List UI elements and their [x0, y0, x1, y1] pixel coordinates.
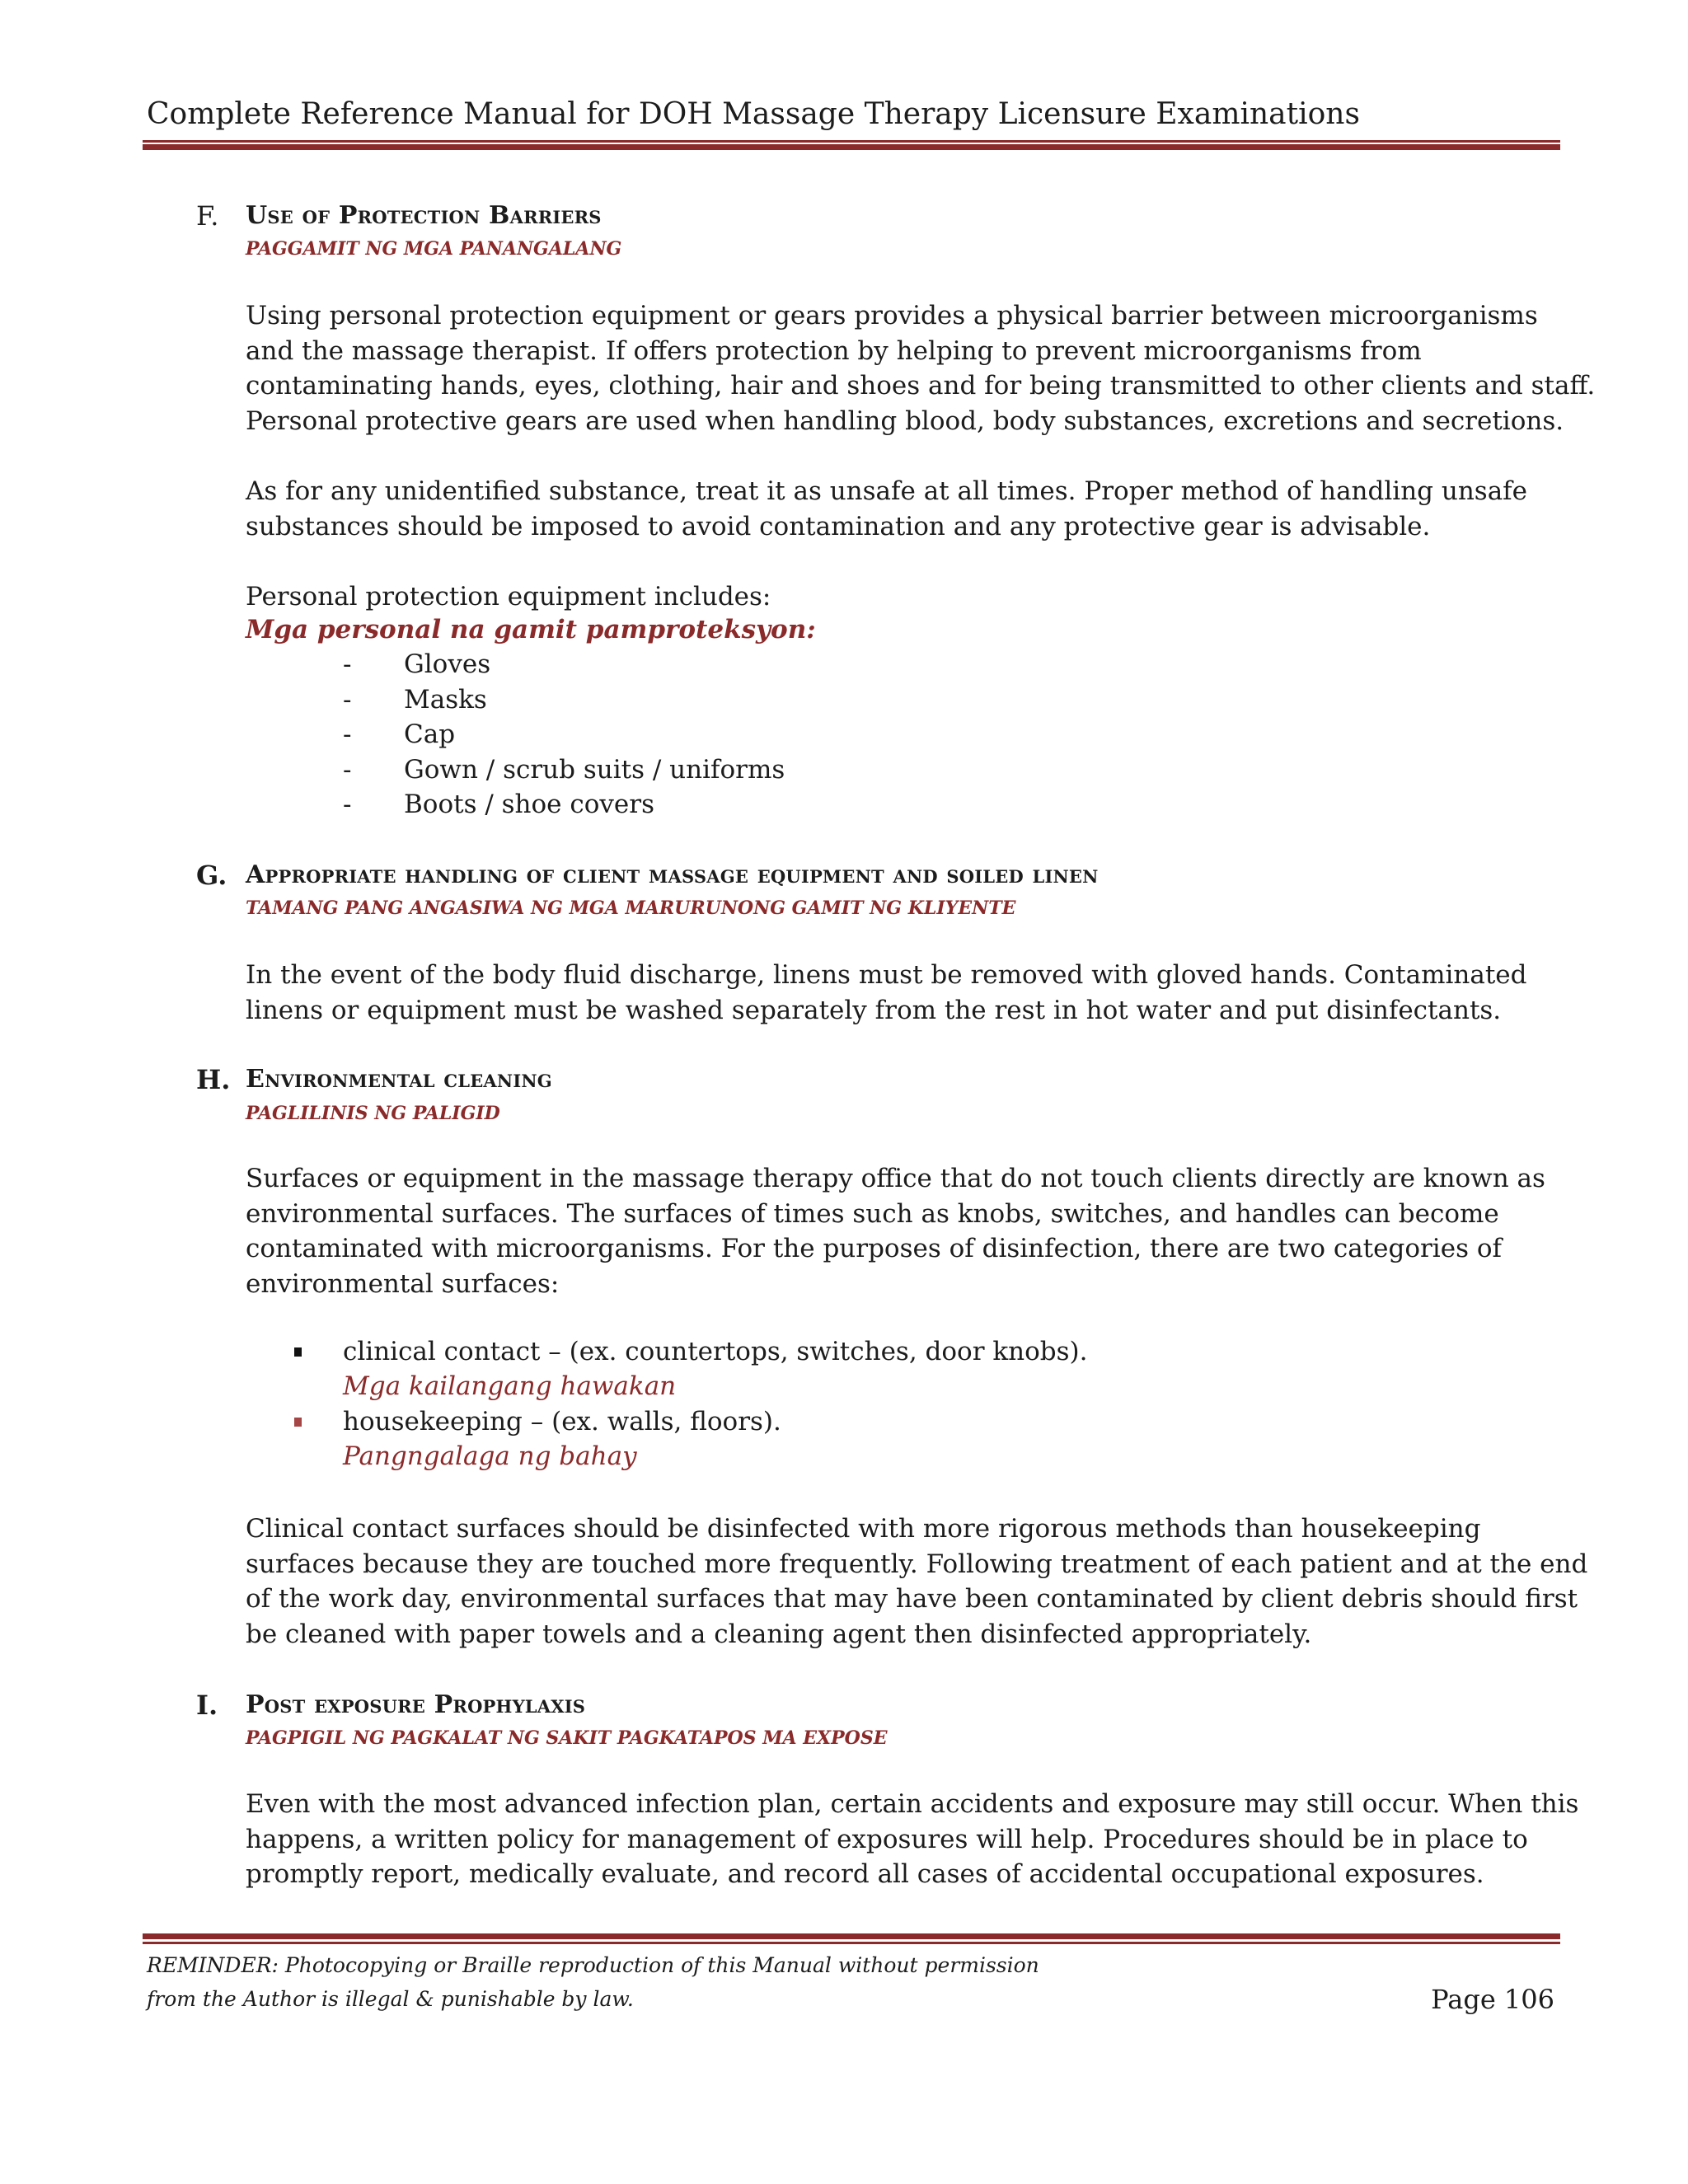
page-number: Page 106	[1431, 1984, 1554, 2015]
paragraph-line: contaminating hands, eyes, clothing, hair and shoes and for being transmitted to other clients and staff.	[246, 371, 1596, 401]
paragraph-line: be cleaned with paper towels and a cleaning agent then disinfected appropriately.	[246, 1619, 1312, 1649]
list-item	[343, 719, 455, 749]
dash-marker: -	[343, 755, 352, 785]
footer-reminder-line-1: REMINDER: Photocopying or Braille reproduction of this Manual without permission	[147, 1953, 1039, 1977]
list-item	[343, 685, 487, 715]
section-g-title: Appropriate handling of client massage equipment and soiled linen	[246, 860, 1099, 889]
list-item	[343, 790, 654, 819]
paragraph-line: substances should be imposed to avoid contamination and any protective gear is advisable.	[246, 511, 1431, 541]
footer-rule-thick	[143, 1933, 1560, 1939]
dash-marker: -	[343, 649, 352, 679]
list-item-text: Gloves	[404, 649, 491, 679]
paragraph-line: Surfaces or equipment in the massage therapy office that do not touch clients directly are known as	[246, 1164, 1545, 1193]
section-g-paragraph	[246, 958, 1564, 1028]
footer-reminder-line-2: from the Author is illegal & punishable by law.	[147, 1987, 634, 2011]
section-h-paragraph-2	[246, 1511, 1588, 1652]
footer-rule-thin	[143, 1942, 1560, 1944]
square-bullet-icon	[294, 1418, 302, 1427]
paragraph-line: Using personal protection equipment or gears provides a physical barrier between microorganisms	[246, 301, 1538, 330]
paragraph-line: environmental surfaces:	[246, 1268, 560, 1299]
square-bullet-icon	[294, 1347, 302, 1357]
section-h-subtitle: PAGLILINIS NG PALIGID	[246, 1103, 500, 1124]
section-f-list-intro	[246, 579, 1564, 615]
paragraph-line: happens, a written policy for management of exposures will help. Procedures should be in place to	[246, 1824, 1528, 1854]
dash-marker: -	[343, 719, 352, 749]
paragraph-line: Even with the most advanced infection plan, certain accidents and exposure may still occur. When this	[246, 1789, 1579, 1819]
section-f-paragraph-1	[246, 298, 1596, 438]
paragraph-line: As for any unidentified substance, treat it as unsafe at all times. Proper method of handling unsafe	[246, 476, 1527, 506]
list-intro-text: Personal protection equipment includes:	[246, 582, 771, 612]
paragraph-line: environmental surfaces. The surfaces of times such as knobs, switches, and handles can become	[246, 1198, 1499, 1229]
list-item-text: Gown / scrub suits / uniforms	[404, 755, 785, 785]
section-g-subtitle: TAMANG PANG ANGASIWA NG MGA MARURUNONG GAMIT NG KLIYENTE	[246, 898, 1016, 919]
dash-marker: -	[343, 685, 352, 715]
paragraph-line: promptly report, medically evaluate, and record all cases of accidental occupational exposures.	[246, 1859, 1484, 1889]
section-f-title: Use of Protection Barriers	[246, 201, 602, 230]
bullet-item-text: clinical contact – (ex. countertops, switches, door knobs).	[343, 1337, 1088, 1366]
section-f-paragraph-2	[246, 474, 1564, 544]
paragraph-line: Personal protective gears are used when handling blood, body substances, excretions and secretions.	[246, 405, 1564, 436]
header-rule-thick	[143, 144, 1560, 150]
paragraph-line: surfaces because they are touched more frequently. Following treatment of each patient and at the end	[246, 1549, 1588, 1579]
section-f-subtitle: PAGGAMIT NG MGA PANANGALANG	[246, 238, 622, 260]
list-item-text: Cap	[404, 719, 456, 749]
paragraph-line: contaminated with microorganisms. For the purposes of disinfection, there are two categories of	[246, 1234, 1502, 1263]
header-rule-thin	[143, 140, 1560, 143]
section-h-title: Environmental cleaning	[246, 1065, 552, 1094]
paragraph-line: In the event of the body fluid discharge, linens must be removed with gloved hands. Contaminated	[246, 960, 1527, 990]
paragraph-line: of the work day, environmental surfaces that may have been contaminated by client debris should first	[246, 1584, 1578, 1614]
bullet-item-text: housekeeping – (ex. walls, floors).	[343, 1407, 781, 1436]
dash-marker: -	[343, 790, 352, 819]
header-title: Complete Reference Manual for DOH Massage Therapy Licensure Examinations	[147, 97, 1360, 131]
paragraph-line: linens or equipment must be washed separately from the rest in hot water and put disinfectants.	[246, 995, 1502, 1025]
bullet-item-translation: Pangngalaga ng bahay	[343, 1441, 637, 1471]
section-i-paragraph	[246, 1787, 1579, 1892]
list-item-text: Masks	[404, 685, 487, 715]
list-item	[343, 649, 490, 679]
list-item-text: Boots / shoe covers	[404, 790, 654, 819]
paragraph-line: and the massage therapist. If offers protection by helping to prevent microorganisms from	[246, 335, 1422, 366]
section-g-letter: G.	[196, 860, 227, 891]
paragraph-line: Clinical contact surfaces should be disinfected with more rigorous methods than housekeeping	[246, 1514, 1481, 1544]
section-h-paragraph-1	[246, 1161, 1564, 1301]
section-h-letter: H.	[196, 1064, 231, 1095]
section-f-letter: F.	[196, 200, 219, 232]
bullet-item-translation: Mga kailangang hawakan	[343, 1371, 677, 1401]
section-i-subtitle: PAGPIGIL NG PAGKALAT NG SAKIT PAGKATAPOS MA EXPOSE	[246, 1727, 888, 1749]
section-i-letter: I.	[196, 1690, 218, 1721]
section-i-title: Post exposure Prophylaxis	[246, 1690, 586, 1719]
list-item	[343, 755, 785, 785]
section-f-list-intro-translation: Mga personal na gamit pamproteksyon:	[246, 615, 816, 644]
